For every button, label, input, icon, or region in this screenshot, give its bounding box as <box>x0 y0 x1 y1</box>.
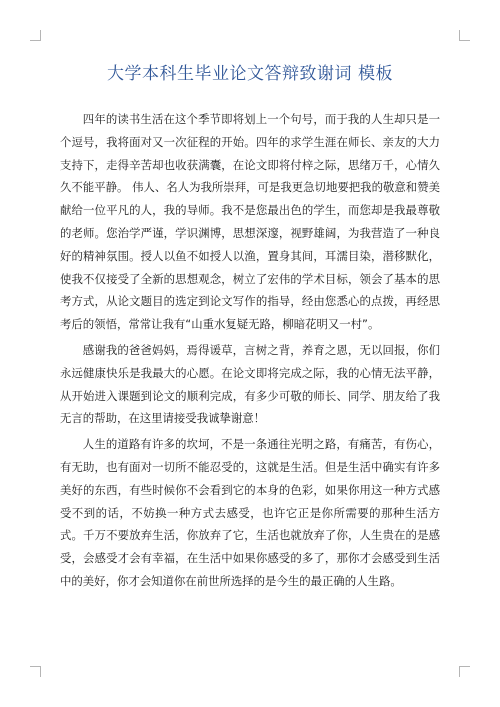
crop-mark-top-right <box>459 30 470 41</box>
paragraph-life-reflection: 人生的道路有许多的坎坷，不是一条通往光明之路，有痛苦，有伤心，有无助，也有面对一切所不能忍受的，这就是生活。但是生活中确实有许多美好的东西，有些时候你不会看到它的本身的色彩，如果你用这一种方式感受不到的话，不妨换一种方式去感受，也许它正是你所需要的那种生活方式。千万不要放弃生活，你放弃了它，生活也就放弃了你，人生贵在的是感受，会感受才会有幸福，在生活中如果你感受的多了，那你才会感受到生活中的美好，你才会知道你在前世所选择的是今生的最正确的人生路。 <box>60 437 440 588</box>
crop-mark-bottom-right <box>459 666 470 677</box>
document-title: 大学本科生毕业论文答辩致谢词 模板 <box>107 64 393 84</box>
paragraph-advisor-thanks: 四年的读书生活在这个季节即将划上一个句号，而于我的人生却只是一个逗号，我将面对又一次征程的开始。四年的求学生涯在师长、亲友的大力支持下，走得辛苦却也收获满囊，在论文即将付梓之际，思绪万千，心情久久不能平静。 伟人、名人为我所崇拜，可是我更急切地要把我的敬意和赞美献给一位平凡的人，我的导师。我不是您最出色的学生，而您却是我最尊敬的老师。您治学严谨，学识渊博，思想深邃，视野雄阔，为我营造了一种良好的精神氛围。授人以鱼不如授人以渔，置身其间，耳濡目染，潜移默化，使我不仅接受了全新的思想观念，树立了宏伟的学术目标，领会了基本的思考方式，从论文题目的选定到论文写作的指导，经由您悉心的点拨，再经思考后的领悟，常常让我有“山重水复疑无路，柳暗花明又一村”。 <box>60 112 440 332</box>
paragraph-parents-thanks: 感谢我的爸爸妈妈，焉得谖草，言树之背，养育之恩，无以回报，你们永远健康快乐是我最大的心愿。在论文即将完成之际，我的心情无法平静，从开始进入课题到论文的顺利完成，有多少可敬的师长、同学、朋友给了我无言的帮助，在这里请接受我诚挚谢意！ <box>60 342 440 426</box>
crop-mark-bottom-left <box>30 666 41 677</box>
crop-mark-top-left <box>30 30 41 41</box>
document-page <box>60 62 440 596</box>
